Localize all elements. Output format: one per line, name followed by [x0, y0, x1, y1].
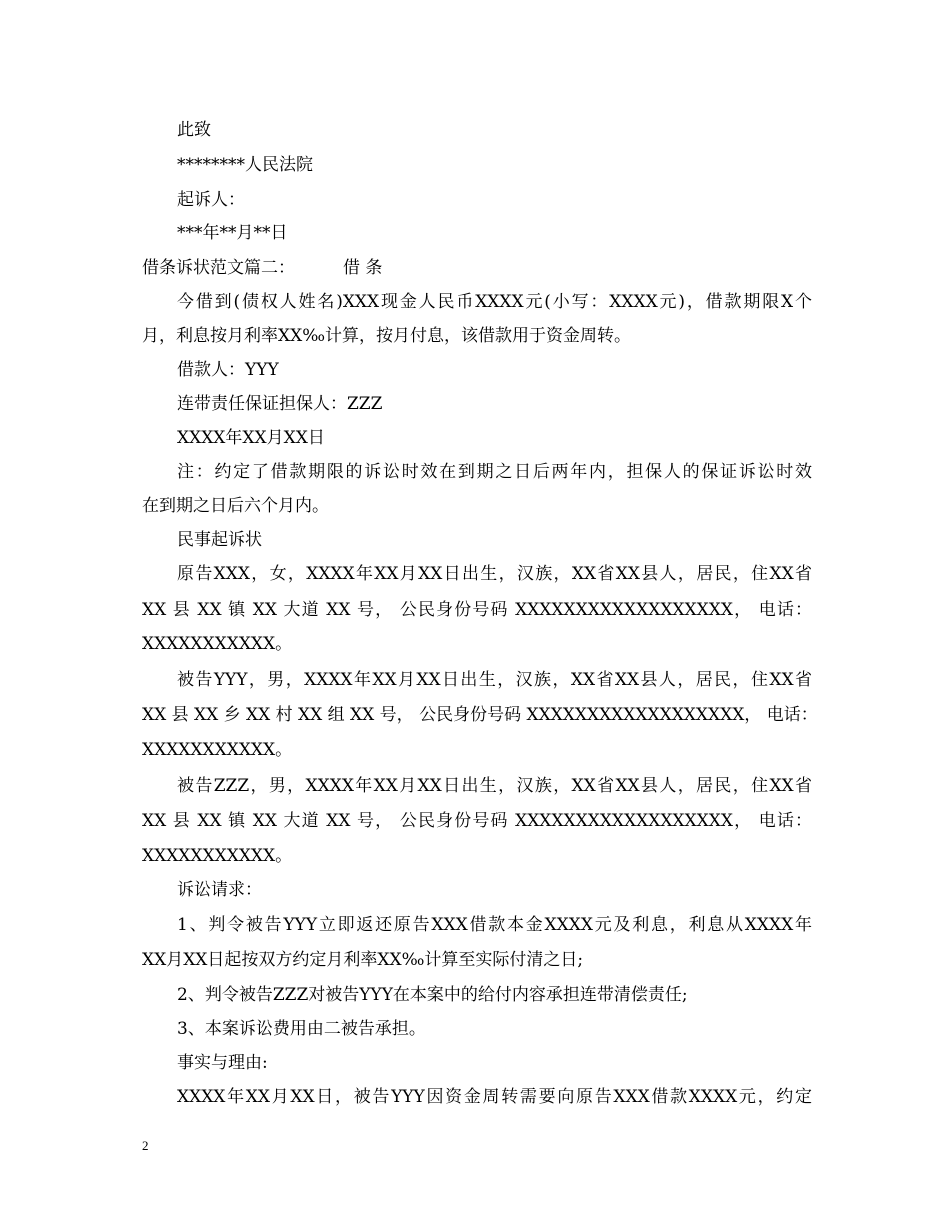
paragraph-line: XX 县 XX 乡 XX 村 XX 组 XX 号， 公民身份号码 XXXXXXXXXXXXXXXXXX， 电话： [142, 705, 818, 725]
complaint-heading: 民事起诉状 [177, 530, 262, 550]
paragraph-line: 月，利息按月利率XX‰计算，按月付息，该借款用于资金周转。 [142, 326, 632, 346]
paragraph-line: XX 县 XX 镇 XX 大道 XX 号， 公民身份号码 XXXXXXXXXXXXXXXXXX， 电话： [142, 811, 812, 831]
paragraph-line: 在到期之日后六个月内。 [142, 496, 329, 516]
page-number: 2 [142, 1138, 149, 1153]
paragraph-line: 原告XXX，女，XXXX年XX月XX日出生，汉族，XX省XX县人，居民，住XX省 [177, 564, 812, 584]
borrower-label: 借款人：YYY [177, 360, 279, 380]
court-name: ********人民法院 [177, 155, 313, 175]
paragraph-line: 3、本案诉讼费用由二被告承担。 [177, 1019, 426, 1039]
paragraph-line: 被告YYY，男，XXXX年XX月XX日出生，汉族，XX省XX县人，居民，住XX省 [177, 670, 812, 690]
paragraph-line: 今借到(债权人姓名)XXX现金人民币XXXX元(小写：XXXX元)，借款期限X个 [177, 292, 812, 312]
paragraph-line: 注：约定了借款期限的诉讼时效在到期之日后两年内，担保人的保证诉讼时效 [177, 462, 812, 482]
plaintiff-signature-label: 起诉人： [177, 190, 245, 210]
paragraph-line: XX月XX日起按双方约定月利率XX‰计算至实际付清之日; [142, 950, 584, 970]
paragraph-line: XXXXXXXXXXX。 [142, 634, 293, 654]
paragraph-line: XXXXXXXXXXX。 [142, 846, 293, 866]
paragraph-line: XX 县 XX 镇 XX 大道 XX 号， 公民身份号码 XXXXXXXXXXXXXXXXXX， 电话： [142, 600, 812, 620]
section-title: 借条诉状范文篇二： [142, 258, 295, 278]
closing-salutation: 此致 [177, 120, 211, 140]
claims-heading: 诉讼请求： [177, 880, 262, 900]
iou-title: 借 条 [343, 258, 383, 278]
iou-date: XXXX年XX月XX日 [177, 428, 325, 448]
facts-heading: 事实与理由: [177, 1053, 268, 1073]
guarantor-label: 连带责任保证担保人：ZZZ [177, 394, 383, 414]
paragraph-line: 被告ZZZ，男，XXXX年XX月XX日出生，汉族，XX省XX县人，居民，住XX省 [177, 776, 812, 796]
paragraph-line: 1、判令被告YYY立即返还原告XXX借款本金XXXX元及利息，利息从XXXX年 [177, 915, 812, 935]
section-heading [142, 258, 382, 278]
paragraph-line: XXXX年XX月XX日，被告YYY因资金周转需要向原告XXX借款XXXX元，约定 [177, 1087, 812, 1107]
paragraph-line: XXXXXXXXXXX。 [142, 740, 293, 760]
paragraph-line: 2、判令被告ZZZ对被告YYY在本案中的给付内容承担连带清偿责任; [177, 985, 688, 1005]
signature-date: ***年**月**日 [177, 223, 288, 243]
